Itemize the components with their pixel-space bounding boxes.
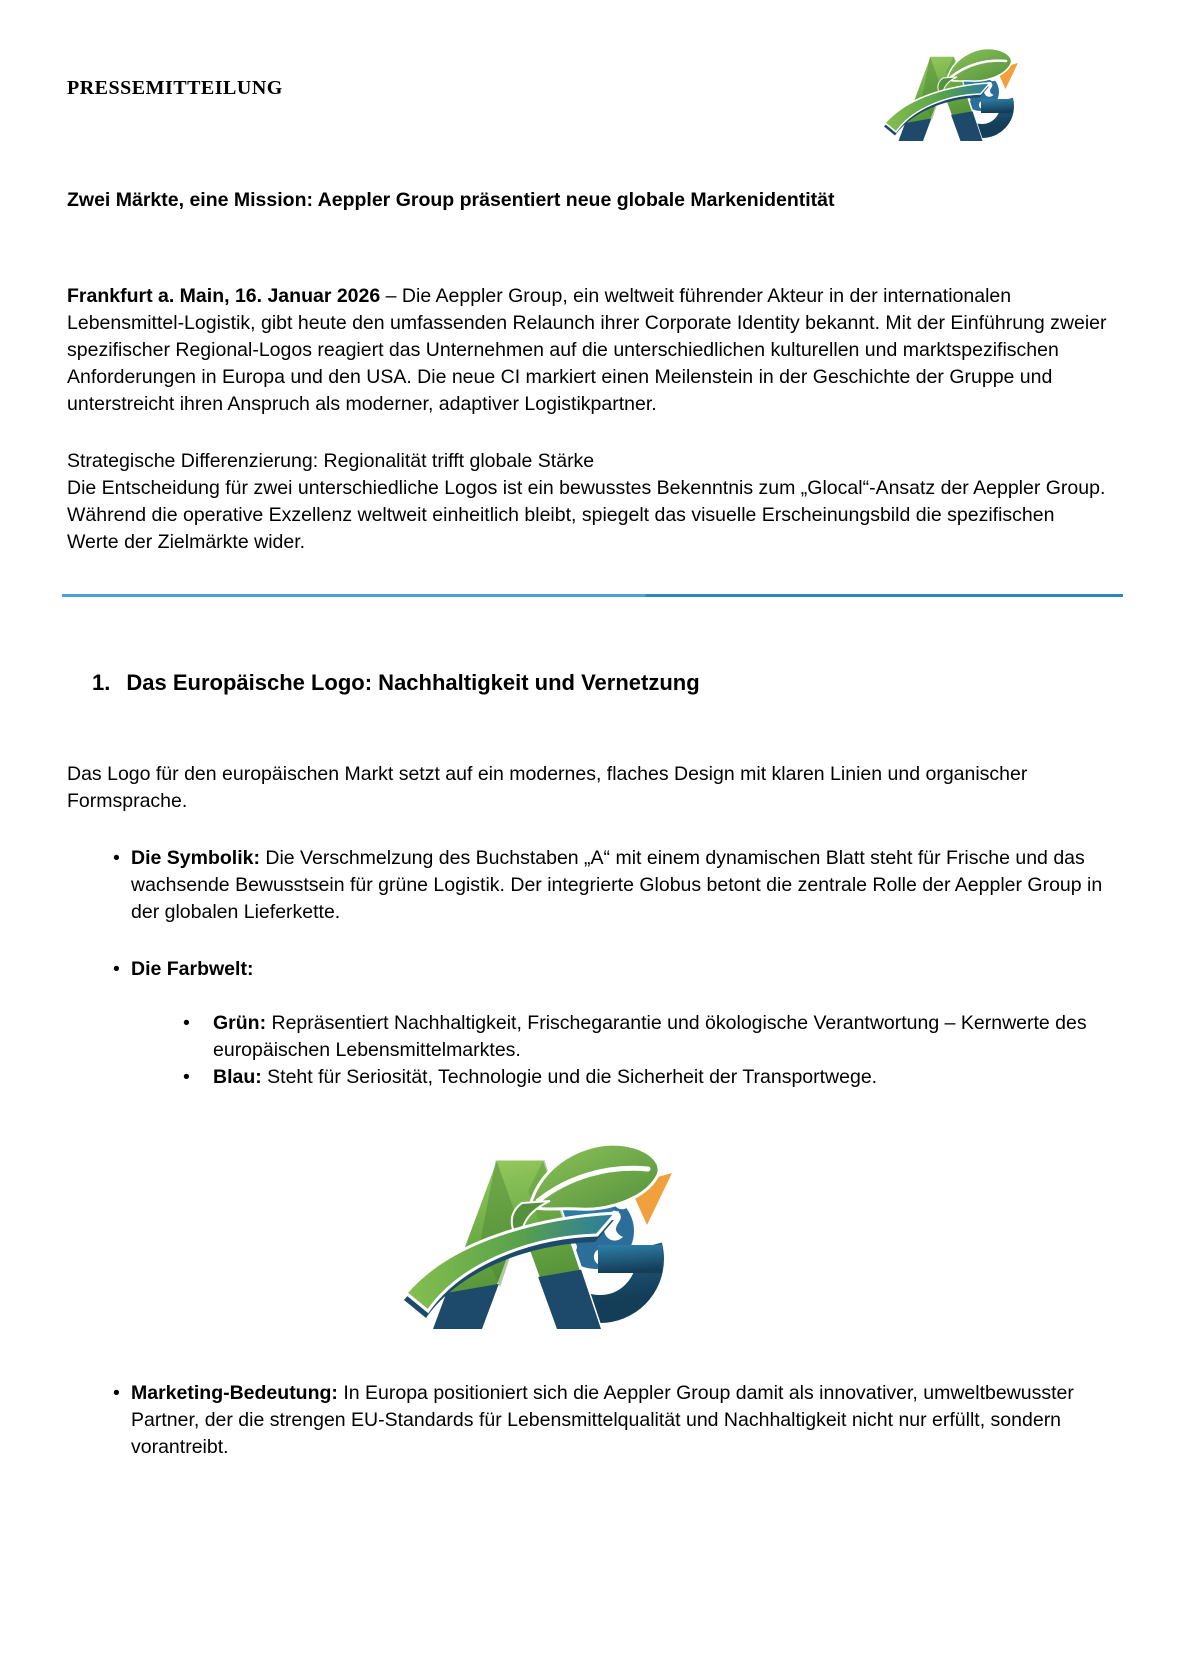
bullet-text: In Europa positioniert sich die Aeppler Group damit als innovativer, umweltbewusster Partner, der die strengen EU-Standards für Lebensmittelqualität und Nachhaltigkeit nicht nur erfüllt, sondern vorantreibt. xyxy=(131,1382,1074,1458)
header-brand-logo xyxy=(882,42,1032,148)
color-sub-list xyxy=(131,1010,1110,1091)
masthead xyxy=(67,42,1110,148)
ag-monogram-icon xyxy=(400,1131,700,1343)
intro-paragraph xyxy=(67,283,1110,418)
strategy-text: Die Entscheidung für zwei unterschiedliche Logos ist ein bewusstes Bekenntnis zum „Glocal“-Ansatz der Aeppler Group. Während die operative Exzellenz weltweit einheitlich bleibt, spiegelt das visuelle Erscheinungsbild die spezifischen Werte der Zielmärkte wider. xyxy=(67,477,1106,553)
ag-monogram-icon xyxy=(882,42,1032,148)
section-title: Das Europäische Logo: Nachhaltigkeit und Vernetzung xyxy=(126,670,700,695)
bullet-text: Repräsentiert Nachhaltigkeit, Frischegarantie und ökologische Verantwortung – Kernwerte des europäischen Lebensmittelmarktes. xyxy=(213,1012,1087,1061)
bullet-lead: Die Symbolik: xyxy=(131,847,260,869)
bullet-text: Die Verschmelzung des Buchstaben „A“ mit einem dynamischen Blatt steht für Frische und das wachsende Bewusstsein für grüne Logistik. Der integrierte Globus betont die zentrale Rolle der Aeppler Group in der globalen Lieferkette. xyxy=(131,847,1103,923)
intro-text: – Die Aeppler Group, ein weltweit führender Akteur in der internationalen Lebensmittel-Logistik, gibt heute den umfassenden Relaunch ihrer Corporate Identity bekannt. Mit der Einführung zweier spezifischer Regional-Logos reagiert das Unternehmen auf die unterschiedlichen kulturellen und marktspezifischen Anforderungen in Europa und den USA. Die neue CI markiert einen Meilenstein in der Geschichte der Gruppe und unterstreicht ihren Anspruch als moderner, adaptiver Logistikpartner. xyxy=(67,285,1107,415)
strategy-subhead: Strategische Differenzierung: Regionalität trifft globale Stärke xyxy=(67,450,595,472)
bullet-blau xyxy=(131,1064,1110,1091)
bullet-lead: Blau: xyxy=(213,1066,262,1088)
bullet-gruen xyxy=(131,1010,1110,1064)
document-kicker: PRESSEMITTEILUNG xyxy=(67,77,283,99)
bullet-farbwelt xyxy=(67,956,1110,1091)
bullet-symbolik xyxy=(67,845,1110,926)
dateline: Frankfurt a. Main, 16. Januar 2026 xyxy=(67,285,381,307)
section-divider xyxy=(62,594,1123,597)
section-1-intro: Das Logo für den europäischen Markt setzt auf ein modernes, flaches Design mit klaren Linien und organischer Formsprache. xyxy=(67,763,1028,812)
european-logo-image xyxy=(400,1131,700,1343)
marketing-bullet-list xyxy=(67,1380,1110,1461)
bullet-text: Steht für Seriosität, Technologie und die Sicherheit der Transportwege. xyxy=(261,1066,878,1088)
section-1-bullet-list xyxy=(67,845,1110,1091)
bullet-lead: Grün: xyxy=(213,1012,267,1034)
headline: Zwei Märkte, eine Mission: Aeppler Group präsentiert neue globale Markenidentität xyxy=(67,189,835,211)
bullet-lead: Marketing-Bedeutung: xyxy=(131,1382,338,1404)
bullet-marketing xyxy=(67,1380,1110,1461)
strategy-paragraph xyxy=(67,448,1110,556)
section-1-heading xyxy=(67,668,1110,698)
bullet-lead: Die Farbwelt: xyxy=(131,958,254,980)
section-number: 1. xyxy=(92,670,111,695)
